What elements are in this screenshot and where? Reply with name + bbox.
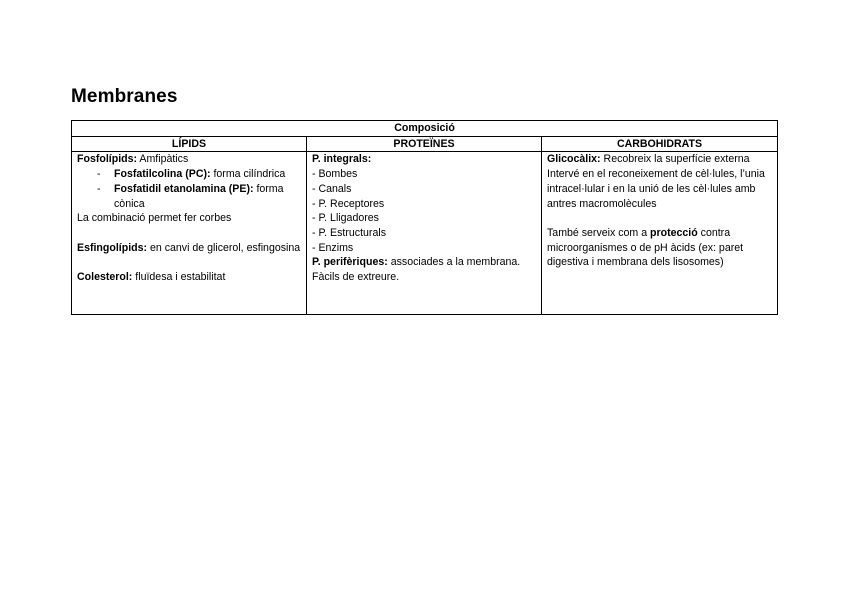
- periferiques-line: [312, 255, 536, 284]
- combination-line: La combinació permet fer corbes: [77, 212, 232, 225]
- fosfolipids-text: Amfipàtics: [137, 153, 189, 166]
- integrals-label: P. integrals:: [312, 153, 372, 166]
- pe-bullet-item: [77, 182, 301, 211]
- glicocalix-paragraph: [547, 152, 772, 211]
- pe-text: forma cònica: [114, 182, 284, 210]
- column-header-proteins: PROTEÏNES: [307, 136, 542, 152]
- colesterol-line: [77, 270, 301, 285]
- table-caption: Composició: [72, 121, 778, 137]
- pe-label: Fosfatidil etanolamina (PE):: [114, 182, 254, 195]
- composition-table: [71, 120, 778, 315]
- fosfolipids-label: Fosfolípids:: [77, 153, 138, 166]
- protein-list-item: - P. Estructurals: [312, 226, 386, 239]
- esfingolipids-text: en canvi de glicerol, esfingosina: [147, 241, 301, 254]
- bullet-dash: -: [97, 168, 101, 181]
- protein-list-item: - P. Receptores: [312, 197, 385, 210]
- colesterol-label: Colesterol:: [77, 271, 133, 283]
- protection-paragraph: [547, 226, 772, 270]
- protection-prefix: També serveix com a: [547, 226, 651, 239]
- proteins-cell: [307, 152, 542, 315]
- pc-text: forma cilíndrica: [210, 168, 286, 181]
- protection-keyword: protecció: [650, 226, 698, 239]
- column-header-carbohydrates: CARBOHIDRATS: [542, 136, 778, 152]
- esfingolipids-line: [77, 241, 301, 256]
- protein-list-item: - Bombes: [312, 168, 358, 181]
- protein-list-item: - P. Lligadores: [312, 212, 379, 225]
- glicocalix-text: Recobreix la superfície externa Intervé en el reconeixement de cèl·lules, l’unia intracel·lular i en la unió de les cèl·lules amb antres macromolècules: [547, 153, 765, 210]
- periferiques-label: P. perifèriques:: [312, 256, 388, 269]
- protein-list-item: - Canals: [312, 182, 352, 195]
- glicocalix-label: Glicocàlix:: [547, 153, 601, 166]
- periferiques-text: associades a la membrana. Fàcils de extreure.: [312, 256, 521, 284]
- protection-suffix: contra microorganismes o de pH àcids (ex: paret digestiva i membrana dels lisosomes): [547, 226, 744, 269]
- pc-bullet-item: [77, 167, 301, 182]
- pc-label: Fosfatilcolina (PC):: [114, 168, 211, 181]
- lipids-cell: [72, 152, 307, 315]
- bullet-dash: -: [97, 182, 101, 195]
- carbohydrates-cell: [542, 152, 778, 315]
- protein-list-item: - Enzims: [312, 241, 354, 254]
- esfingolipids-label: Esfingolípids:: [77, 241, 148, 254]
- fosfolipids-line: [77, 152, 301, 167]
- column-header-lipids: LÍPIDS: [72, 136, 307, 152]
- colesterol-text: fluïdesa i estabilitat: [132, 271, 226, 283]
- page-title: Membranes: [71, 86, 178, 107]
